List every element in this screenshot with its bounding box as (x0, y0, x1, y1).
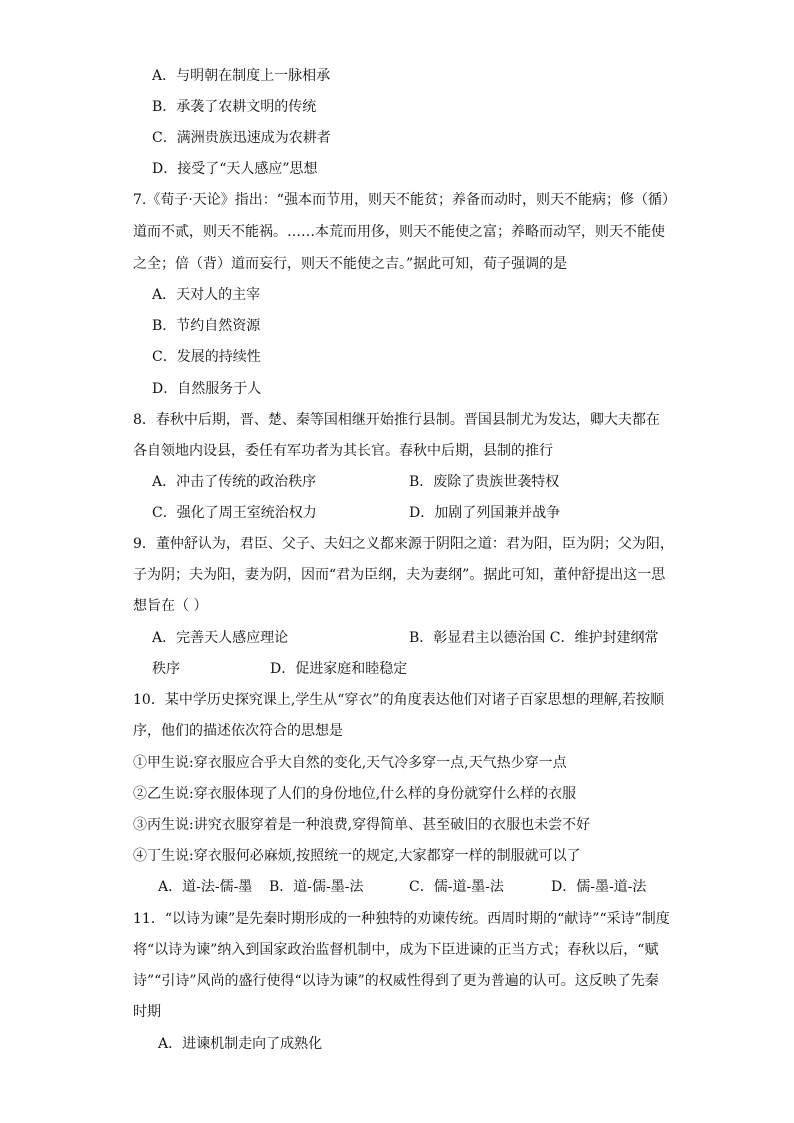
q10-stem-line-1: 10．某中学历史探究课上,学生从“穿衣”的角度表达他们对诸子百家思想的理解,若按顺 (133, 692, 665, 708)
q6-option-a: A．与明朝在制度上一脉相承 (152, 68, 331, 84)
q11-stem-line-4: 时期 (133, 1004, 161, 1020)
q8-option-b: B．废除了贵族世袭特权 (409, 474, 560, 490)
q10-statement-3: ③丙生说:讲究衣服穿着是一种浪费,穿得简单、甚至破旧的衣服也未尝不好 (133, 817, 591, 833)
q9-stem-line-3: 想旨在（ ） (133, 598, 208, 614)
q9-option-a: A．完善天人感应理论 (152, 630, 289, 646)
q6-option-d: D．接受了“天人感应”思想 (152, 161, 318, 177)
q10-statement-2: ②乙生说:穿衣服体现了人们的身份地位,什么样的身份就穿什么样的衣服 (133, 786, 577, 802)
q9-option-b-c: B．彰显君主以德治国 C．维护封建纲常 (409, 630, 659, 646)
q10-option-b: B．道-儒-墨-法 (269, 879, 364, 895)
q10-option-d: D．儒-墨-道-法 (551, 879, 647, 895)
q11-stem-line-1: 11．“以诗为谏”是先秦时期形成的一种独特的劝谏传统。西周时期的“献诗”“采诗”制度 (133, 911, 670, 927)
q9-option-d: D．促进家庭和睦稳定 (270, 661, 408, 677)
q7-stem-line-3: 之全；倍（背）道而妄行，则天不能使之吉。”据此可知，荀子强调的是 (133, 256, 568, 272)
q9-option-c-continued: 秩序 (152, 661, 180, 677)
q11-option-a: A．进谏机制走向了成熟化 (158, 1036, 323, 1052)
q7-option-b: B．节约自然资源 (152, 318, 261, 334)
q8-option-d: D．加剧了列国兼并战争 (409, 505, 561, 521)
q10-statement-4: ④丁生说:穿衣服何必麻烦,按照统一的规定,大家都穿一样的制服就可以了 (133, 848, 581, 864)
q10-option-a: A．道-法-儒-墨 (158, 879, 253, 895)
q7-option-a: A．天对人的主宰 (152, 287, 261, 303)
q7-option-c: C．发展的持续性 (152, 349, 261, 365)
q8-option-c: C．强化了周王室统治权力 (152, 505, 317, 521)
q9-stem-line-1: 9．董仲舒认为，君臣、父子、夫妇之义都来源于阴阳之道：君为阳，臣为阴；父为阳， (133, 536, 674, 552)
q8-stem-line-1: 8．春秋中后期，晋、楚、秦等国相继开始推行县制。晋国县制尤为发达，卿大夫都在 (133, 412, 660, 428)
q11-stem-line-2: 将“以诗为谏”纳入到国家政治监督机制中，成为下臣进谏的正当方式；春秋以后，“赋 (133, 942, 659, 958)
q10-option-c: C．儒-道-墨-法 (409, 879, 504, 895)
q11-stem-line-3: 诗”“引诗”风尚的盛行使得“以诗为谏”的权威性得到了更为普遍的认可。这反映了先秦 (133, 973, 659, 989)
q6-option-c: C．满洲贵族迅速成为农耕者 (152, 130, 331, 146)
q7-stem-line-1: 7.《荀子·天论》指出：“强本而节用，则天不能贫；养备而动时，则天不能病；修（循） (133, 192, 676, 208)
q7-stem-line-2: 道而不贰，则天不能祸。……本荒而用侈，则天不能使之富；养略而动罕，则天不能使 (133, 224, 665, 240)
q6-option-b: B．承袭了农耕文明的传统 (152, 99, 317, 115)
q7-option-d: D．自然服务于人 (152, 381, 262, 397)
q8-stem-line-2: 各自领地内设县，委任有军功者为其长官。春秋中后期，县制的推行 (133, 443, 553, 459)
q8-option-a: A．冲击了传统的政治秩序 (152, 474, 317, 490)
q10-stem-line-2: 序，他们的描述依次符合的思想是 (133, 723, 343, 739)
q10-statement-1: ①甲生说:穿衣服应合乎大自然的变化,天气冷多穿一点,天气热少穿一点 (133, 755, 567, 771)
q9-stem-line-2: 子为阴；夫为阳，妻为阴，因而“君为臣纲，夫为妻纲”。据此可知，董仲舒提出这一思 (133, 567, 666, 583)
